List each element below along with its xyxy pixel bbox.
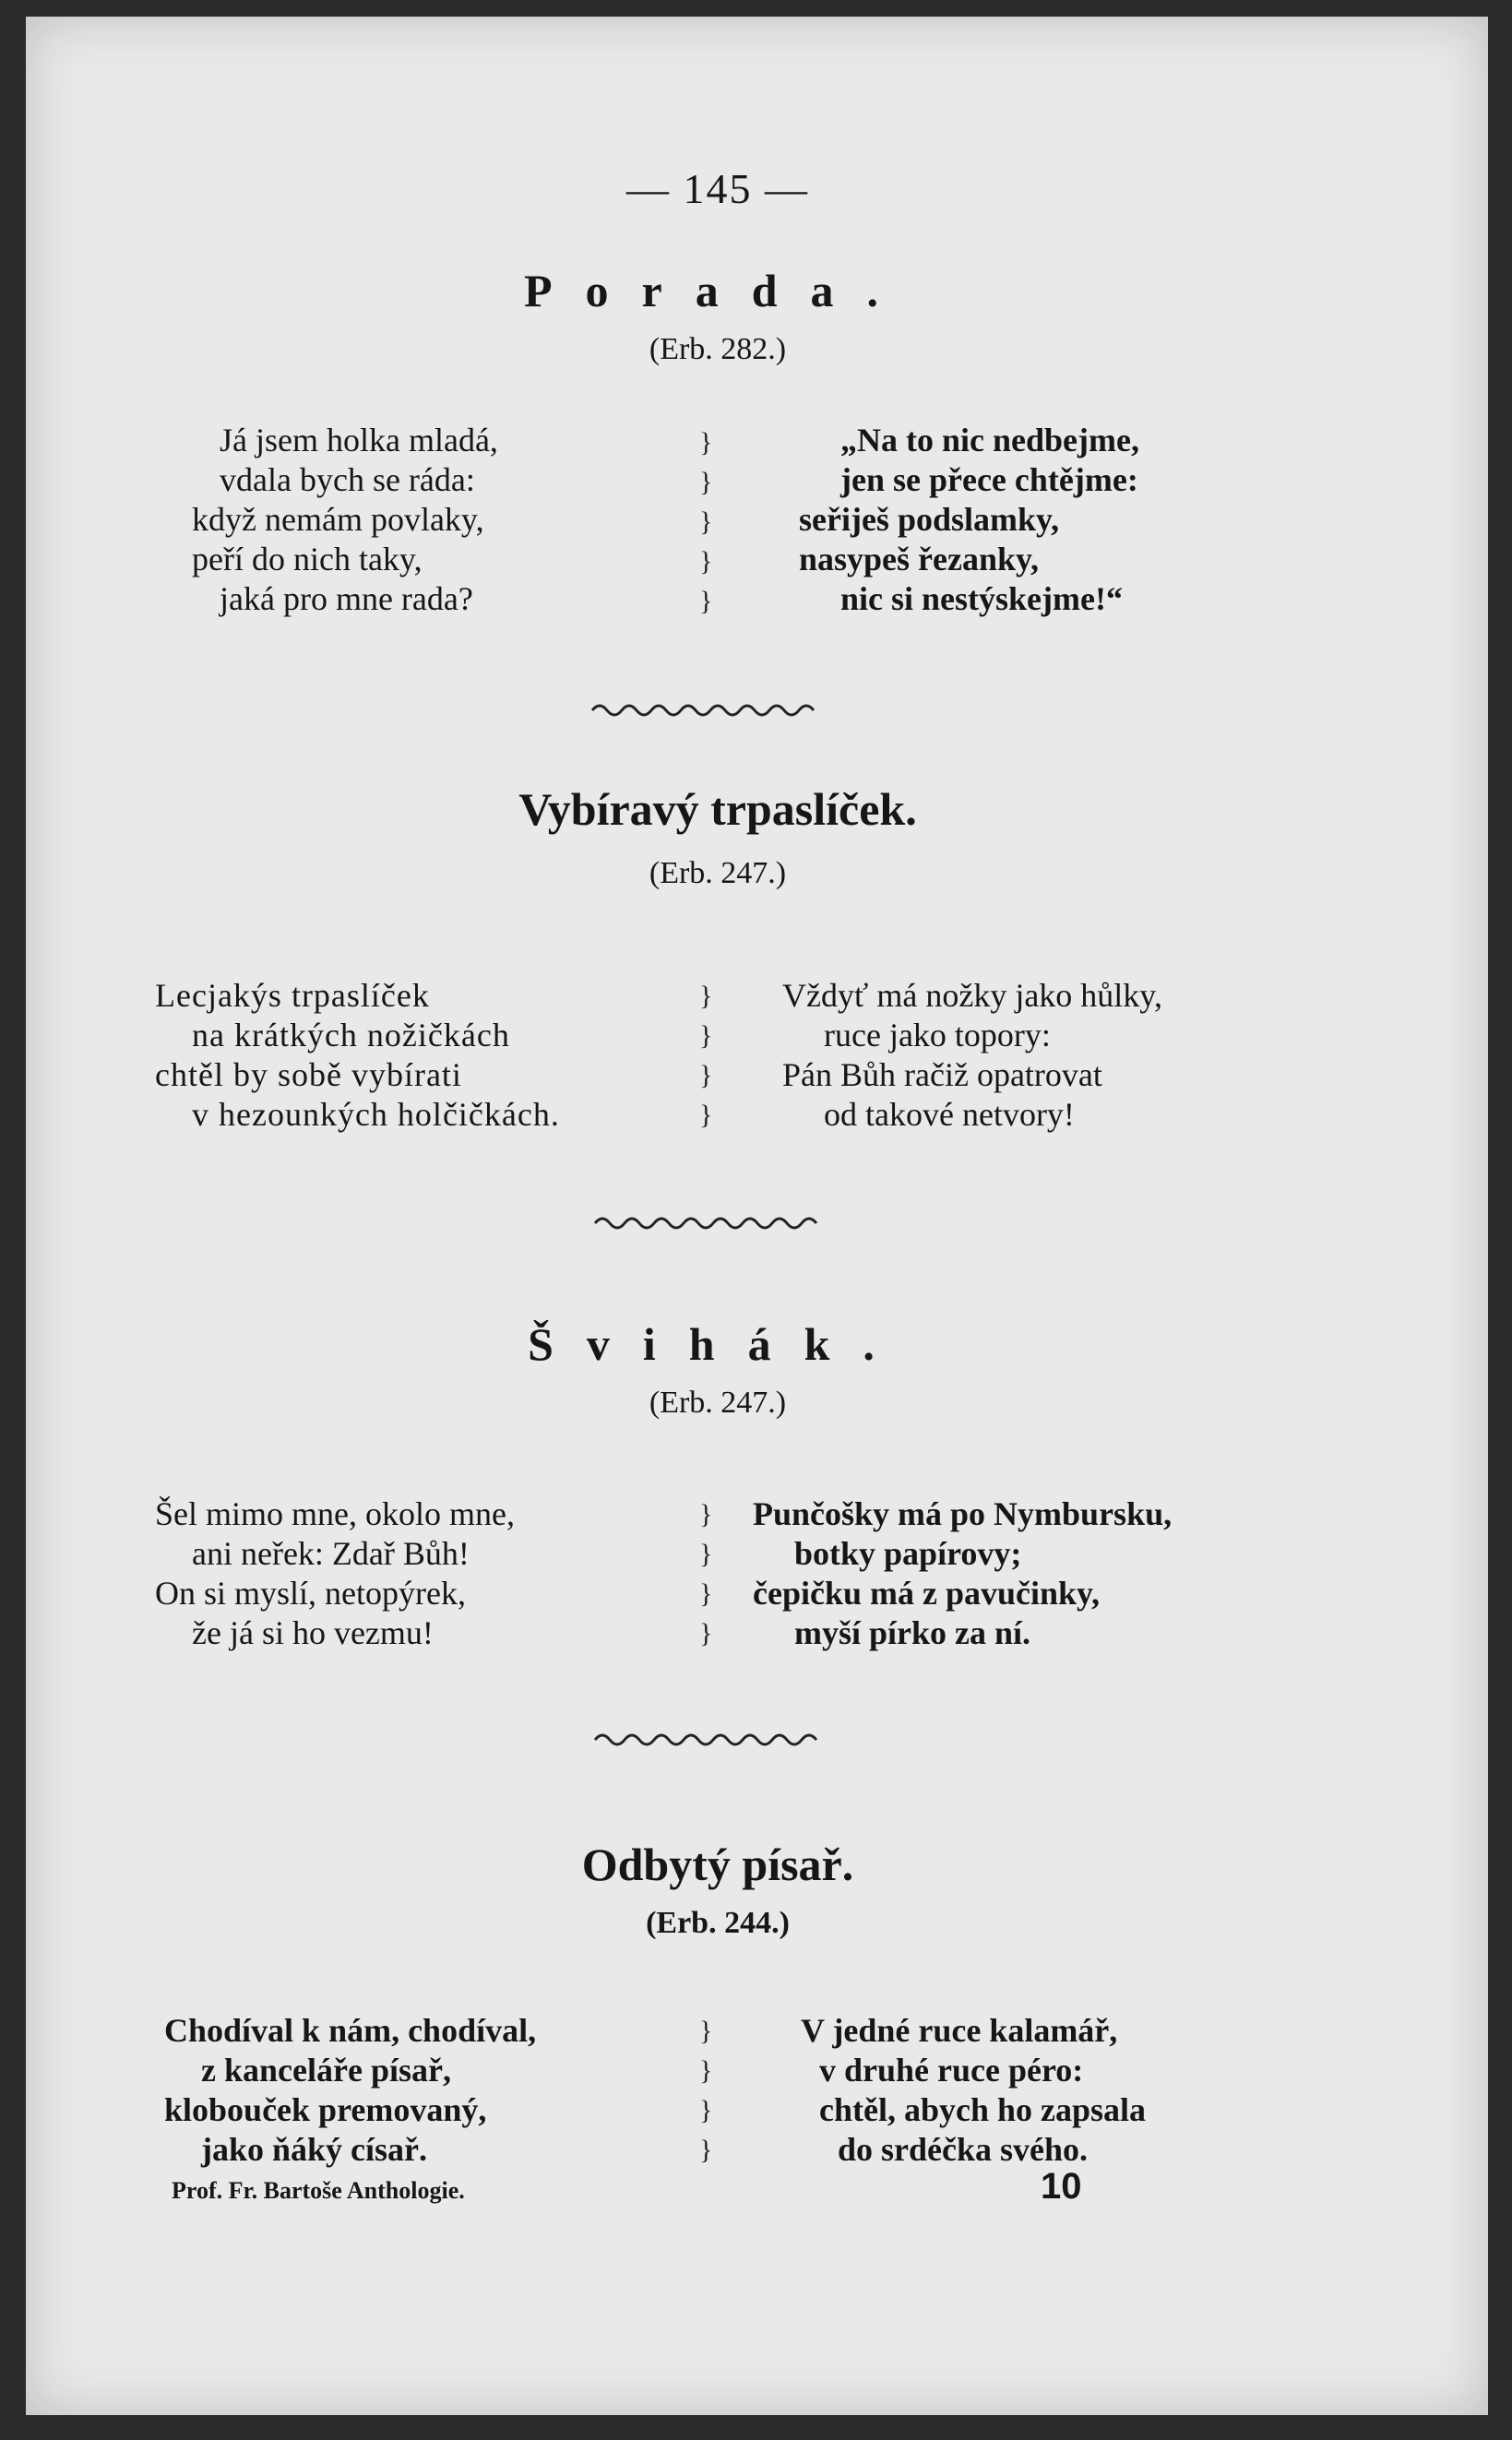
verse-line: do srdéčka svého. <box>838 2131 1089 2168</box>
stanza-divider-brace: } } } } <box>699 981 713 1130</box>
verse-line: na krátkých nožičkách <box>192 1017 510 1053</box>
book-page <box>26 17 1488 2415</box>
verse-line: nasypeš řezanky, <box>799 541 1040 577</box>
verse-line: klobouček premovaný, <box>164 2091 487 2128</box>
poem-title-vybiravy-trpaslicek: Vybíravý trpaslíček. <box>518 783 917 835</box>
poem-title-porada: Porada. <box>523 265 912 316</box>
stanza-divider-brace: } } } } <box>699 2016 713 2165</box>
poem-pisar-left-stanza <box>164 2011 536 2170</box>
sheet-number: 10 <box>1041 2166 1082 2207</box>
poem-pisar-right-stanza <box>801 2011 1146 2170</box>
verse-line: chtěl, abych ho zapsala <box>819 2091 1147 2128</box>
poem-trpaslicek-right-stanza <box>782 976 1162 1135</box>
poem-trpaslicek-left-stanza <box>155 976 560 1135</box>
poem-source-porada: (Erb. 282.) <box>649 332 787 366</box>
verse-line: „Na to nic nedbejme, <box>840 422 1139 458</box>
poem-title-svihak: Švihák. <box>528 1318 908 1370</box>
poem-porada-left-stanza <box>192 421 498 619</box>
verse-line: Já jsem holka mladá, <box>220 422 498 458</box>
page-number: — 145 — <box>626 165 809 212</box>
verse-line: On si myslí, netopýrek, <box>155 1575 466 1612</box>
verse-line: Pán Bůh račiž opatrovat <box>782 1056 1102 1093</box>
poem-source-odbyty-pisar: (Erb. 244.) <box>646 1906 790 1940</box>
verse-line: myší pírko za ní. <box>794 1614 1031 1651</box>
verse-line: jen se přece chtějme: <box>840 461 1138 498</box>
verse-line: v druhé ruce péro: <box>819 2052 1084 2089</box>
verse-line: Chodíval k nám, chodíval, <box>164 2012 537 2049</box>
section-divider-wave <box>593 1729 824 1751</box>
poem-svihak-right-stanza <box>753 1494 1172 1653</box>
verse-line: z kanceláře písař, <box>201 2052 451 2089</box>
verse-line: Vždyť má nožky jako hůlky, <box>782 977 1162 1014</box>
verse-line: Punčošky má po Nymbursku, <box>753 1495 1173 1532</box>
verse-line: že já si ho vezmu! <box>192 1614 434 1651</box>
verse-line: Šel mimo mne, okolo mne, <box>155 1495 515 1532</box>
verse-line: ruce jako topory: <box>824 1017 1051 1053</box>
verse-line: v hezounkých holčičkách. <box>192 1096 560 1133</box>
verse-line: Lecjakýs trpaslíček <box>155 977 430 1014</box>
poem-porada-right-stanza <box>799 421 1139 619</box>
poem-source-svihak: (Erb. 247.) <box>649 1386 787 1420</box>
verse-line: ani neřek: Zdař Bůh! <box>192 1535 470 1572</box>
verse-line: seřiješ podslamky, <box>799 501 1060 538</box>
signature-line: Prof. Fr. Bartoše Anthologie. <box>172 2177 465 2204</box>
verse-line: chtěl by sobě vybírati <box>155 1056 462 1093</box>
verse-line: když nemám povlaky, <box>192 501 484 538</box>
poem-title-odbyty-pisar: Odbytý písař. <box>581 1839 854 1890</box>
stanza-divider-brace: } } } } } <box>699 427 713 616</box>
stanza-divider-brace: } } } } <box>699 1499 713 1648</box>
section-divider-wave <box>590 699 821 721</box>
verse-line: botky papírovy; <box>794 1535 1022 1572</box>
verse-line: jaká pro mne rada? <box>220 580 473 617</box>
poem-svihak-left-stanza <box>155 1494 515 1653</box>
verse-line: jako ňáký císař. <box>201 2131 428 2168</box>
verse-line: od takové netvory! <box>824 1096 1075 1133</box>
verse-line: vdala bych se ráda: <box>220 461 475 498</box>
verse-line: čepičku má z pavučinky, <box>753 1575 1101 1612</box>
verse-line: V jedné ruce kalamář, <box>801 2012 1118 2049</box>
verse-line: peří do nich taky, <box>192 541 423 577</box>
verse-line: nic si nestýskejme!“ <box>840 580 1123 617</box>
poem-source-vybiravy-trpaslicek: (Erb. 247.) <box>649 856 787 890</box>
section-divider-wave <box>593 1212 824 1234</box>
